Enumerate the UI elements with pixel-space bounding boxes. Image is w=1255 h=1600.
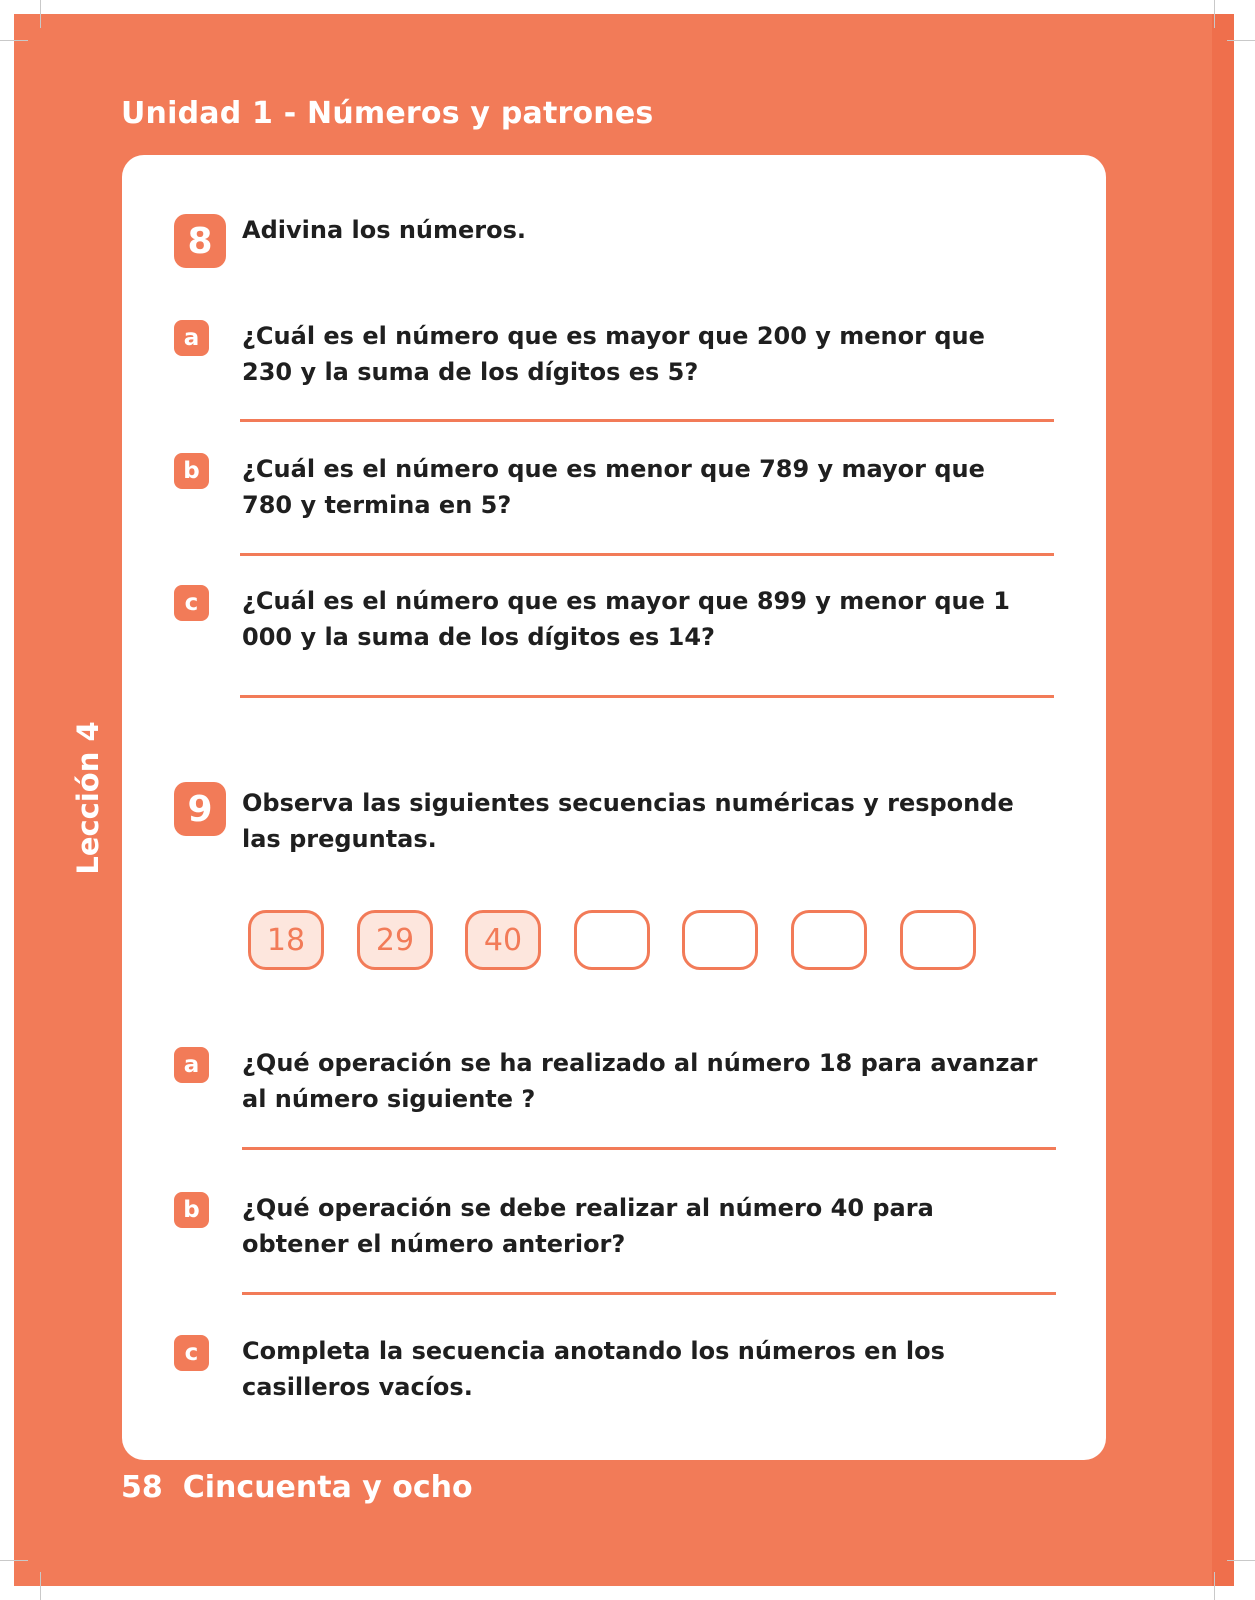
answer-line-9b[interactable] bbox=[242, 1292, 1056, 1295]
item-8c-badge: c bbox=[174, 585, 209, 621]
page-number: 58 bbox=[121, 1470, 163, 1505]
item-9b-badge: b bbox=[174, 1192, 209, 1228]
sequence-box: 40 bbox=[465, 910, 541, 970]
exercise-8-instruction: Adivina los números. bbox=[242, 216, 527, 244]
exercise-9-badge: 9 bbox=[174, 782, 226, 836]
exercise-9-instruction: Observa las siguientes secuencias numéricas y responde las preguntas. bbox=[242, 789, 1014, 853]
sequence-blank-box[interactable] bbox=[791, 910, 867, 970]
crop-mark bbox=[40, 0, 41, 28]
item-8a-badge: a bbox=[174, 320, 209, 356]
crop-mark bbox=[1214, 0, 1215, 28]
unit-title: Unidad 1 - Números y patrones bbox=[121, 96, 654, 131]
sequence-blank-box[interactable] bbox=[574, 910, 650, 970]
crop-mark bbox=[0, 1560, 28, 1561]
sequence-blank-box[interactable] bbox=[682, 910, 758, 970]
answer-line-8c[interactable] bbox=[240, 695, 1054, 698]
item-9a-question: ¿Qué operación se ha realizado al número 18 para avanzar al número siguiente ? bbox=[242, 1049, 1038, 1113]
lesson-tab: Lección 4 bbox=[71, 721, 105, 875]
page-number-words: Cincuenta y ocho bbox=[182, 1470, 473, 1505]
crop-mark bbox=[0, 40, 28, 41]
sequence-blank-box[interactable] bbox=[900, 910, 976, 970]
item-8a-question: ¿Cuál es el número que es mayor que 200 y menor que 230 y la suma de los dígitos es 5? bbox=[242, 322, 985, 386]
sequence-box: 18 bbox=[248, 910, 324, 970]
item-9b-question: ¿Qué operación se debe realizar al número 40 para obtener el número anterior? bbox=[242, 1194, 934, 1258]
sequence-box: 29 bbox=[357, 910, 433, 970]
answer-line-9a[interactable] bbox=[242, 1147, 1056, 1150]
exercise-8-badge: 8 bbox=[174, 214, 226, 268]
crop-mark bbox=[1227, 1560, 1255, 1561]
item-8b-question: ¿Cuál es el número que es menor que 789 y mayor que 780 y termina en 5? bbox=[242, 455, 985, 519]
crop-mark bbox=[1214, 1572, 1215, 1600]
page-footer bbox=[121, 1470, 473, 1505]
crop-mark bbox=[40, 1572, 41, 1600]
answer-line-8b[interactable] bbox=[240, 553, 1054, 556]
item-9c-badge: c bbox=[174, 1335, 209, 1371]
item-8c-question: ¿Cuál es el número que es mayor que 899 y menor que 1 000 y la suma de los dígitos es 14? bbox=[242, 587, 1010, 651]
crop-mark bbox=[1227, 40, 1255, 41]
answer-line-8a[interactable] bbox=[240, 419, 1054, 422]
page-bleed-strip bbox=[1212, 14, 1234, 1586]
item-9c-question: Completa la secuencia anotando los números en los casilleros vacíos. bbox=[242, 1337, 945, 1401]
item-9a-badge: a bbox=[174, 1047, 209, 1083]
item-8b-badge: b bbox=[174, 453, 209, 489]
